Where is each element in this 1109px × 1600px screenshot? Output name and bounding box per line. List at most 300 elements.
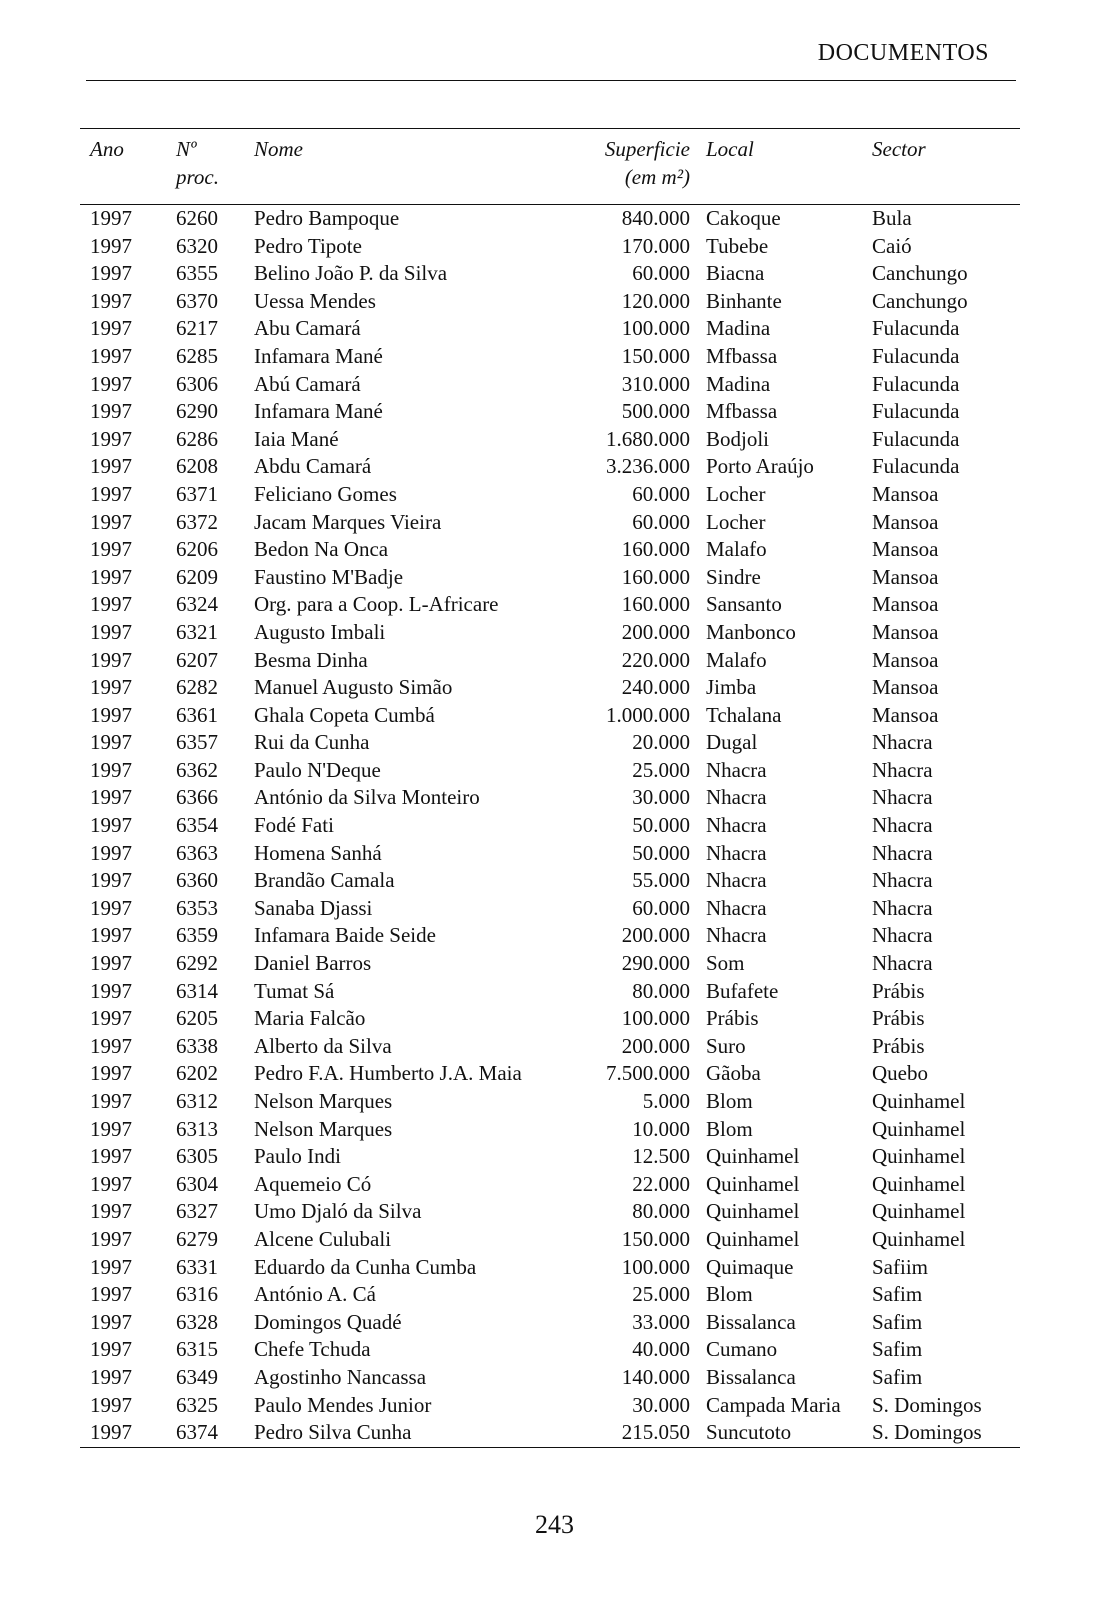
cell-proc: 6363 xyxy=(176,840,218,865)
cell-local: Madina xyxy=(706,316,771,341)
cell-proc: 6349 xyxy=(176,1364,218,1389)
cell-proc: 6354 xyxy=(176,813,218,838)
cell-proc: 6285 xyxy=(176,343,218,368)
table-row xyxy=(80,674,1020,702)
cell-nome: Pedro Tipote xyxy=(254,233,362,258)
cell-nome: Paulo Indi xyxy=(254,1144,341,1169)
cell-proc: 6328 xyxy=(176,1309,218,1334)
cell-proc: 6315 xyxy=(176,1337,218,1362)
table-row xyxy=(80,950,1020,978)
cell-ano: 1997 xyxy=(90,813,132,838)
cell-local: Blom xyxy=(706,1282,753,1307)
cell-proc: 6205 xyxy=(176,1006,218,1031)
cell-ano: 1997 xyxy=(90,951,132,976)
table-row xyxy=(80,315,1020,343)
cell-local: Suro xyxy=(706,1033,746,1058)
cell-nome: Besma Dinha xyxy=(254,647,368,672)
table-row xyxy=(80,426,1020,454)
cell-proc: 6314 xyxy=(176,978,218,1003)
cell-nome: António A. Cá xyxy=(254,1282,376,1307)
table-row xyxy=(80,702,1020,730)
cell-local: Malafo xyxy=(706,537,767,562)
cell-local: Biacna xyxy=(706,261,765,286)
table-row xyxy=(80,371,1020,399)
cell-proc: 6292 xyxy=(176,951,218,976)
cell-superficie: 7.500.000 xyxy=(606,1061,690,1086)
cell-ano: 1997 xyxy=(90,426,132,451)
cell-nome: Jacam Marques Vieira xyxy=(254,509,442,534)
cell-nome: Agostinho Nancassa xyxy=(254,1364,427,1389)
cell-sector: Mansoa xyxy=(872,509,939,534)
cell-proc: 6362 xyxy=(176,757,218,782)
cell-local: Blom xyxy=(706,1116,753,1141)
cell-ano: 1997 xyxy=(90,371,132,396)
col-header-superficie-line2: (em m²) xyxy=(624,165,690,189)
table-row xyxy=(80,1005,1020,1033)
cell-nome: Rui da Cunha xyxy=(254,730,370,755)
table-row xyxy=(80,1088,1020,1116)
col-header-nome: Nome xyxy=(254,129,572,205)
cell-ano: 1997 xyxy=(90,868,132,893)
cell-local: Quinhamel xyxy=(706,1144,800,1169)
cell-nome: Nelson Marques xyxy=(254,1089,393,1113)
table-row xyxy=(80,536,1020,564)
cell-ano: 1997 xyxy=(90,564,132,589)
cell-sector: Nhacra xyxy=(872,813,933,838)
cell-superficie: 140.000 xyxy=(621,1364,690,1389)
cell-ano: 1997 xyxy=(90,1006,132,1031)
cell-sector: Nhacra xyxy=(872,785,933,810)
cell-local: Cakoque xyxy=(706,206,781,230)
cell-nome: Iaia Mané xyxy=(254,426,339,451)
cell-sector: S. Domingos xyxy=(872,1419,1020,1447)
cell-ano: 1997 xyxy=(90,288,132,313)
cell-sector: Quebo xyxy=(872,1061,928,1086)
cell-local: Madina xyxy=(706,371,771,396)
table-row xyxy=(80,619,1020,647)
table-row xyxy=(80,564,1020,592)
cell-nome: Manuel Augusto Simão xyxy=(254,675,453,700)
cell-local: Nhacra xyxy=(706,813,767,838)
cell-nome: Maria Falcão xyxy=(254,1006,366,1031)
table-row xyxy=(80,343,1020,371)
cell-local: Gãoba xyxy=(706,1061,761,1086)
cell-ano: 1997 xyxy=(90,785,132,810)
land-concessions-table-container xyxy=(80,128,1010,1448)
cell-proc: 6324 xyxy=(176,592,218,617)
cell-ano: 1997 xyxy=(90,702,132,727)
cell-nome: Pedro Bampoque xyxy=(254,206,400,230)
cell-proc: 6320 xyxy=(176,233,218,258)
cell-superficie: 220.000 xyxy=(621,647,690,672)
table-row xyxy=(80,1226,1020,1254)
cell-nome: Homena Sanhá xyxy=(254,840,382,865)
cell-nome: Abu Camará xyxy=(254,316,361,341)
cell-superficie: 500.000 xyxy=(621,399,690,424)
cell-local: Prábis xyxy=(706,1006,759,1031)
cell-local: Tubebe xyxy=(706,233,769,258)
cell-nome: Augusto Imbali xyxy=(254,619,386,644)
cell-ano: 1997 xyxy=(90,1226,132,1251)
table-row xyxy=(80,647,1020,675)
cell-proc: 6305 xyxy=(176,1144,218,1169)
cell-superficie: 170.000 xyxy=(621,233,690,258)
cell-sector: Fulacunda xyxy=(872,371,960,396)
cell-proc: 6260 xyxy=(176,206,218,230)
table-row xyxy=(80,757,1020,785)
cell-superficie: 12.500 xyxy=(632,1144,690,1169)
cell-nome: Uessa Mendes xyxy=(254,288,376,313)
cell-superficie: 310.000 xyxy=(621,371,690,396)
cell-proc: 6359 xyxy=(176,923,218,948)
cell-superficie: 150.000 xyxy=(621,343,690,368)
cell-ano: 1997 xyxy=(90,233,132,258)
cell-local: Quinhamel xyxy=(706,1171,800,1196)
cell-ano: 1997 xyxy=(90,1033,132,1058)
cell-nome: Umo Djaló da Silva xyxy=(254,1199,422,1224)
cell-ano: 1997 xyxy=(90,978,132,1003)
table-row xyxy=(80,1309,1020,1337)
cell-superficie: 25.000 xyxy=(632,757,690,782)
cell-nome: Nelson Marques xyxy=(254,1116,393,1141)
table-body xyxy=(80,205,1020,1448)
cell-local: Nhacra xyxy=(706,757,767,782)
cell-sector: Fulacunda xyxy=(872,454,960,479)
cell-superficie: 200.000 xyxy=(621,1033,690,1058)
cell-superficie: 840.000 xyxy=(621,206,690,230)
cell-proc: 6371 xyxy=(176,481,218,506)
table-row xyxy=(80,233,1020,261)
table-row xyxy=(80,205,1020,233)
col-header-proc-line1: Nº xyxy=(176,137,197,161)
cell-superficie: 200.000 xyxy=(621,619,690,644)
cell-superficie: 22.000 xyxy=(632,1171,690,1196)
cell-sector: Quinhamel xyxy=(872,1089,966,1113)
cell-local: Nhacra xyxy=(706,840,767,865)
table-row xyxy=(80,1254,1020,1282)
cell-proc: 6316 xyxy=(176,1282,218,1307)
cell-ano: 1997 xyxy=(90,509,132,534)
cell-ano: 1997 xyxy=(90,923,132,948)
cell-superficie: 100.000 xyxy=(621,316,690,341)
table-row xyxy=(80,895,1020,923)
cell-sector: Safim xyxy=(872,1337,923,1362)
cell-nome: Pedro F.A. Humberto J.A. Maia xyxy=(254,1061,522,1086)
cell-superficie: 20.000 xyxy=(632,730,690,755)
cell-nome: Eduardo da Cunha Cumba xyxy=(254,1254,477,1279)
cell-superficie: 80.000 xyxy=(632,978,690,1003)
cell-ano: 1997 xyxy=(90,1254,132,1279)
cell-superficie: 200.000 xyxy=(621,923,690,948)
table-row xyxy=(80,1143,1020,1171)
cell-local: Bufafete xyxy=(706,978,779,1003)
cell-superficie: 80.000 xyxy=(632,1199,690,1224)
table-row xyxy=(80,591,1020,619)
cell-sector: Prábis xyxy=(872,978,925,1003)
cell-superficie: 150.000 xyxy=(621,1226,690,1251)
cell-superficie: 55.000 xyxy=(632,868,690,893)
cell-ano: 1997 xyxy=(90,1171,132,1196)
cell-ano: 1997 xyxy=(90,675,132,700)
col-header-sector: Sector xyxy=(872,129,1020,205)
cell-nome: António da Silva Monteiro xyxy=(254,785,480,810)
cell-sector: S. Domingos xyxy=(872,1392,982,1417)
cell-superficie: 60.000 xyxy=(632,481,690,506)
cell-sector: Mansoa xyxy=(872,619,939,644)
cell-sector: Canchungo xyxy=(872,288,968,313)
cell-nome: Bedon Na Onca xyxy=(254,537,389,562)
cell-proc: 6360 xyxy=(176,868,218,893)
cell-local: Bodjoli xyxy=(706,426,770,451)
cell-local: Mfbassa xyxy=(706,399,778,424)
cell-ano: 1997 xyxy=(90,1061,132,1086)
cell-sector: Safim xyxy=(872,1364,923,1389)
cell-ano: 1997 xyxy=(90,1144,132,1169)
cell-sector: Nhacra xyxy=(872,730,933,755)
cell-sector: Nhacra xyxy=(872,840,933,865)
cell-ano: 1997 xyxy=(90,316,132,341)
cell-nome: Sanaba Djassi xyxy=(254,895,373,920)
cell-sector: Nhacra xyxy=(872,868,933,893)
table-row xyxy=(80,288,1020,316)
cell-superficie: 1.000.000 xyxy=(606,702,690,727)
cell-local: Nhacra xyxy=(706,785,767,810)
cell-superficie: 240.000 xyxy=(621,675,690,700)
cell-local: Bissalanca xyxy=(706,1364,796,1389)
cell-sector: Caió xyxy=(872,233,912,258)
cell-superficie: 160.000 xyxy=(621,537,690,562)
cell-local: Nhacra xyxy=(706,923,767,948)
cell-sector: Mansoa xyxy=(872,647,939,672)
cell-proc: 6361 xyxy=(176,702,218,727)
cell-proc: 6325 xyxy=(176,1392,218,1417)
cell-superficie: 30.000 xyxy=(632,1392,690,1417)
table-row xyxy=(80,1060,1020,1088)
cell-nome: Alcene Culubali xyxy=(254,1226,392,1251)
cell-proc: 6338 xyxy=(176,1033,218,1058)
table-row xyxy=(80,481,1020,509)
cell-superficie: 100.000 xyxy=(621,1254,690,1279)
cell-proc: 6313 xyxy=(176,1116,218,1141)
cell-proc: 6279 xyxy=(176,1226,218,1251)
cell-sector: Mansoa xyxy=(872,675,939,700)
cell-superficie: 100.000 xyxy=(621,1006,690,1031)
cell-superficie: 1.680.000 xyxy=(606,426,690,451)
table-row xyxy=(80,922,1020,950)
cell-local: Nhacra xyxy=(706,868,767,893)
cell-ano: 1997 xyxy=(90,895,132,920)
cell-sector: Fulacunda xyxy=(872,343,960,368)
cell-sector: Mansoa xyxy=(872,537,939,562)
cell-sector: Quinhamel xyxy=(872,1226,966,1251)
cell-ano: 1997 xyxy=(90,592,132,617)
cell-sector: Quinhamel xyxy=(872,1199,966,1224)
cell-superficie: 160.000 xyxy=(621,592,690,617)
col-header-superficie-line1: Superficie xyxy=(604,137,690,161)
cell-sector: Fulacunda xyxy=(872,426,960,451)
cell-local: Malafo xyxy=(706,647,767,672)
cell-ano: 1997 xyxy=(90,1392,132,1417)
cell-proc: 6206 xyxy=(176,537,218,562)
cell-ano: 1997 xyxy=(80,1419,176,1447)
cell-local: Porto Araújo xyxy=(706,454,814,479)
cell-sector: Safiim xyxy=(872,1254,928,1279)
cell-superficie: 3.236.000 xyxy=(606,454,690,479)
cell-nome: Fodé Fati xyxy=(254,813,334,838)
cell-proc: 6207 xyxy=(176,647,218,672)
cell-superficie: 160.000 xyxy=(621,564,690,589)
cell-superficie: 290.000 xyxy=(621,951,690,976)
table-row xyxy=(80,1116,1020,1144)
cell-proc: 6282 xyxy=(176,675,218,700)
cell-proc: 6357 xyxy=(176,730,218,755)
cell-sector: Mansoa xyxy=(872,592,939,617)
cell-sector: Nhacra xyxy=(872,923,933,948)
cell-proc: 6202 xyxy=(176,1061,218,1086)
cell-nome: Tumat Sá xyxy=(254,978,335,1003)
cell-sector: Safim xyxy=(872,1309,923,1334)
cell-ano: 1997 xyxy=(90,1116,132,1141)
cell-local: Bissalanca xyxy=(706,1309,796,1334)
cell-sector: Quinhamel xyxy=(872,1116,966,1141)
cell-sector: Quinhamel xyxy=(872,1144,966,1169)
cell-local: Nhacra xyxy=(706,895,767,920)
col-header-superficie xyxy=(572,129,706,205)
cell-ano: 1997 xyxy=(90,1337,132,1362)
cell-ano: 1997 xyxy=(90,343,132,368)
cell-nome: Brandão Camala xyxy=(254,868,395,893)
cell-sector: Safim xyxy=(872,1282,923,1307)
cell-nome: Alberto da Silva xyxy=(254,1033,392,1058)
cell-ano: 1997 xyxy=(90,206,132,230)
cell-ano: 1997 xyxy=(90,481,132,506)
table-row xyxy=(80,398,1020,426)
cell-nome: Aquemeio Có xyxy=(254,1171,372,1196)
cell-nome: Chefe Tchuda xyxy=(254,1337,371,1362)
cell-proc: 6312 xyxy=(176,1089,218,1113)
col-header-local: Local xyxy=(706,129,872,205)
cell-sector: Mansoa xyxy=(872,702,939,727)
cell-proc: 6366 xyxy=(176,785,218,810)
header-rule xyxy=(86,80,1016,81)
cell-sector: Nhacra xyxy=(872,895,933,920)
cell-proc: 6327 xyxy=(176,1199,218,1224)
cell-local: Sansanto xyxy=(706,592,782,617)
cell-local: Tchalana xyxy=(706,702,782,727)
cell-ano: 1997 xyxy=(90,730,132,755)
cell-proc: 6331 xyxy=(176,1254,218,1279)
table-row xyxy=(80,1171,1020,1199)
cell-sector: Prábis xyxy=(872,1006,925,1031)
cell-nome: Belino João P. da Silva xyxy=(254,261,448,286)
running-head-title: DOCUMENTOS xyxy=(817,40,989,66)
cell-nome: Faustino M'Badje xyxy=(254,564,404,589)
table-row xyxy=(80,1281,1020,1309)
cell-superficie: 215.050 xyxy=(572,1419,706,1447)
table-row xyxy=(80,509,1020,537)
table-row xyxy=(80,784,1020,812)
cell-proc: 6217 xyxy=(176,316,218,341)
cell-local: Blom xyxy=(706,1089,753,1113)
cell-ano: 1997 xyxy=(90,647,132,672)
cell-nome: Org. para a Coop. L-Africare xyxy=(254,592,499,617)
table-row xyxy=(80,867,1020,895)
cell-sector: Nhacra xyxy=(872,951,933,976)
cell-superficie: 40.000 xyxy=(632,1337,690,1362)
table-row xyxy=(80,1364,1020,1392)
cell-superficie: 10.000 xyxy=(632,1116,690,1141)
table-row xyxy=(80,260,1020,288)
table-row xyxy=(80,453,1020,481)
page-number: 243 xyxy=(535,1510,574,1539)
table-header xyxy=(80,129,1020,205)
cell-nome: Abdu Camará xyxy=(254,454,372,479)
cell-sector: Fulacunda xyxy=(872,316,960,341)
cell-local: Manbonco xyxy=(706,619,796,644)
cell-nome: Infamara Mané xyxy=(254,343,383,368)
cell-proc: 6353 xyxy=(176,895,218,920)
cell-nome: Infamara Mané xyxy=(254,399,383,424)
cell-ano: 1997 xyxy=(90,1282,132,1307)
table-row xyxy=(80,1198,1020,1226)
cell-superficie: 120.000 xyxy=(621,288,690,313)
cell-nome: Daniel Barros xyxy=(254,951,372,976)
table-row xyxy=(80,978,1020,1006)
cell-local: Locher xyxy=(706,481,766,506)
cell-ano: 1997 xyxy=(90,619,132,644)
cell-proc: 6370 xyxy=(176,288,218,313)
table-row xyxy=(80,1336,1020,1364)
cell-local: Quinhamel xyxy=(706,1226,800,1251)
cell-proc: 6321 xyxy=(176,619,218,644)
cell-local: Som xyxy=(706,951,745,976)
cell-superficie: 60.000 xyxy=(632,509,690,534)
cell-local: Locher xyxy=(706,509,766,534)
cell-ano: 1997 xyxy=(90,261,132,286)
table-header-row xyxy=(80,129,1020,205)
cell-ano: 1997 xyxy=(90,757,132,782)
cell-ano: 1997 xyxy=(90,537,132,562)
table-row xyxy=(80,1033,1020,1061)
cell-local: Cumano xyxy=(706,1337,778,1362)
cell-superficie: 50.000 xyxy=(632,813,690,838)
cell-proc: 6209 xyxy=(176,564,218,589)
cell-nome: Abú Camará xyxy=(254,371,361,396)
cell-nome: Ghala Copeta Cumbá xyxy=(254,702,435,727)
cell-local: Quimaque xyxy=(706,1254,794,1279)
cell-sector: Quinhamel xyxy=(872,1171,966,1196)
cell-ano: 1997 xyxy=(90,454,132,479)
table-row xyxy=(80,1392,1020,1420)
cell-local: Binhante xyxy=(706,288,782,313)
cell-ano: 1997 xyxy=(90,1364,132,1389)
cell-nome: Pedro Silva Cunha xyxy=(254,1419,572,1447)
cell-ano: 1997 xyxy=(90,1199,132,1224)
cell-proc: 6208 xyxy=(176,454,218,479)
cell-proc: 6286 xyxy=(176,426,218,451)
cell-superficie: 30.000 xyxy=(632,785,690,810)
cell-proc: 6374 xyxy=(176,1419,254,1447)
cell-superficie: 50.000 xyxy=(632,840,690,865)
land-concessions-table xyxy=(80,128,1020,1448)
cell-superficie: 60.000 xyxy=(632,895,690,920)
cell-nome: Paulo N'Deque xyxy=(254,757,381,782)
col-header-proc xyxy=(176,129,254,205)
cell-nome: Domingos Quadé xyxy=(254,1309,402,1334)
cell-sector: Mansoa xyxy=(872,564,939,589)
cell-ano: 1997 xyxy=(90,840,132,865)
cell-superficie: 33.000 xyxy=(632,1309,690,1334)
